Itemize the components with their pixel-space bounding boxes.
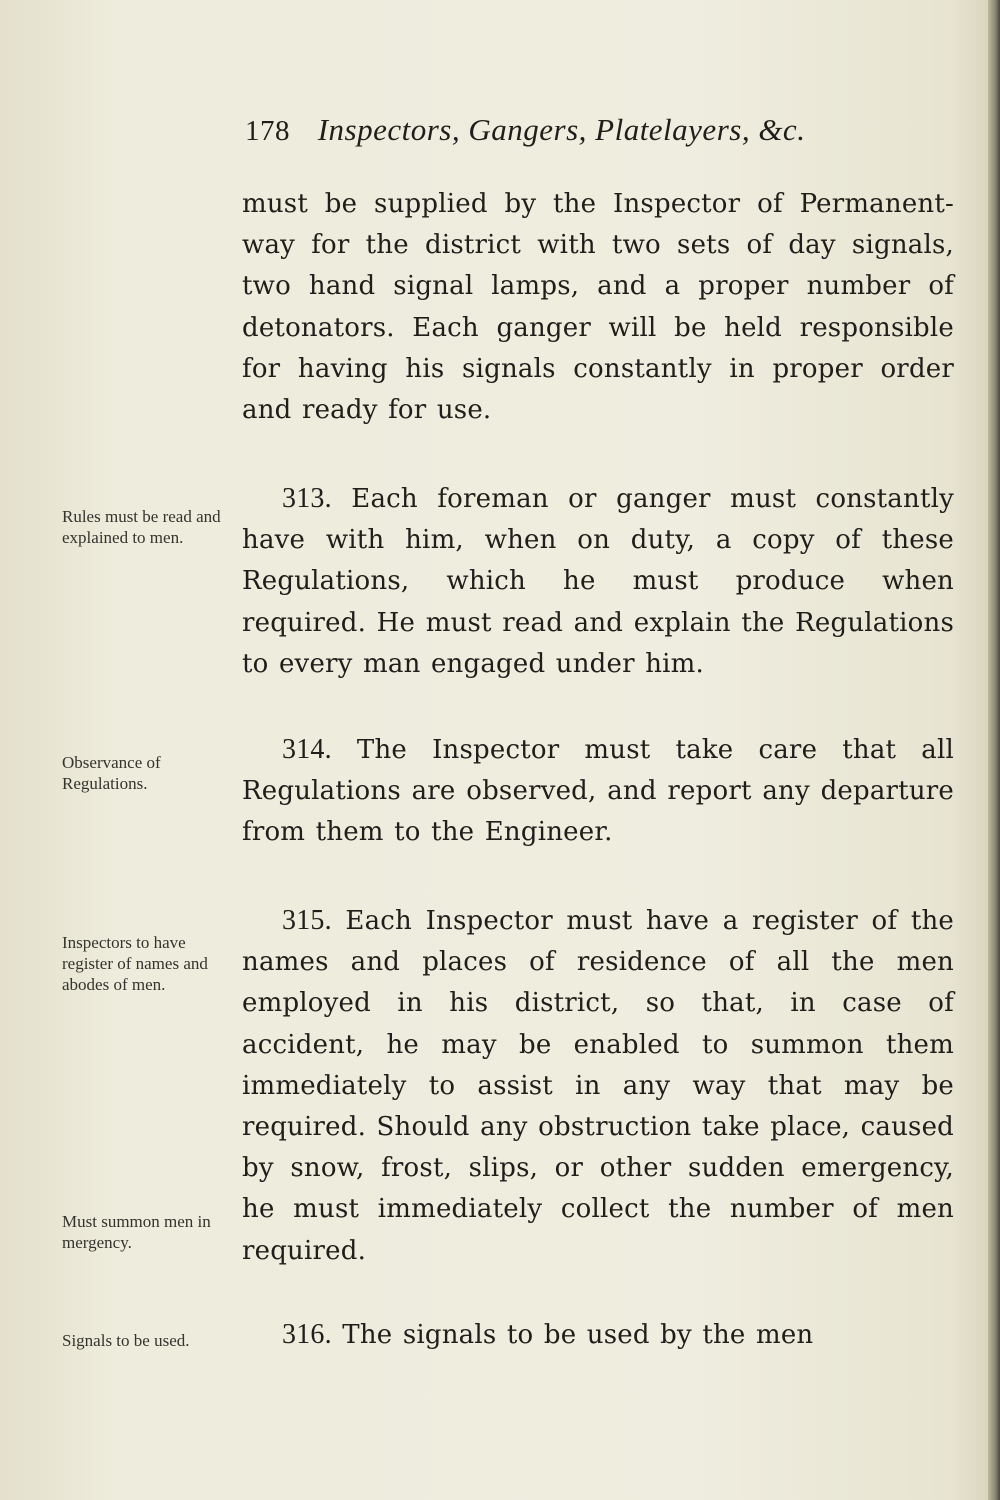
paragraph-text: The signals to be used by the men bbox=[342, 1320, 814, 1350]
paragraph-313 bbox=[242, 478, 954, 685]
margin-note-signals: Signals to be used. bbox=[62, 1331, 190, 1350]
margin-note-rules: Rules must be read and explained to men. bbox=[62, 507, 221, 547]
margin-note-register: Inspectors to have register of names and abodes of men. bbox=[62, 933, 208, 994]
paragraph-number: 313. bbox=[282, 483, 332, 514]
paragraph-number: 316. bbox=[282, 1319, 332, 1350]
margin-note-summon: Must summon men in mergency. bbox=[62, 1212, 211, 1252]
paragraph-number: 314. bbox=[282, 734, 332, 765]
margin-note-observance: Observance of Regulations. bbox=[62, 753, 161, 793]
page-header bbox=[245, 112, 945, 148]
paragraph-text: Each foreman or ganger must constantly have with him, when on duty, a copy of these Regulations, which he must produce when required. He must read and explain the Regulations to every man engaged under him. bbox=[242, 484, 955, 679]
book-spine-shadow bbox=[988, 0, 1000, 1500]
running-title: Inspectors, Gangers, Platelayers, &c. bbox=[317, 112, 806, 147]
paragraph-continuation bbox=[242, 184, 954, 431]
paragraph-text: The Inspector must take care that all Regulations are observed, and report any departure from them to the Engineer. bbox=[242, 735, 954, 848]
paragraph-314 bbox=[242, 729, 954, 854]
paragraph-315 bbox=[242, 900, 954, 1272]
paragraph-text: must be supplied by the Inspector of Permanent-way for the district with two sets of day signals, two hand signal lamps, and a proper number of detonators. Each ganger will be held responsible for having his signals constantly in proper order and ready for use. bbox=[242, 189, 954, 426]
paragraph-number: 315. bbox=[282, 905, 332, 936]
page-number: 178 bbox=[245, 115, 290, 147]
paragraph-316 bbox=[242, 1314, 954, 1356]
paragraph-text: Each Inspector must have a register of the names and places of residence of all the men employed in his district, so that, in case of accident, he may be enabled to summon them immediately to assist in any way that may be required. Should any obstruction take place, caused by snow, frost, slips, or other sudden emergency, he must immediately collect the number of men required. bbox=[242, 906, 954, 1266]
